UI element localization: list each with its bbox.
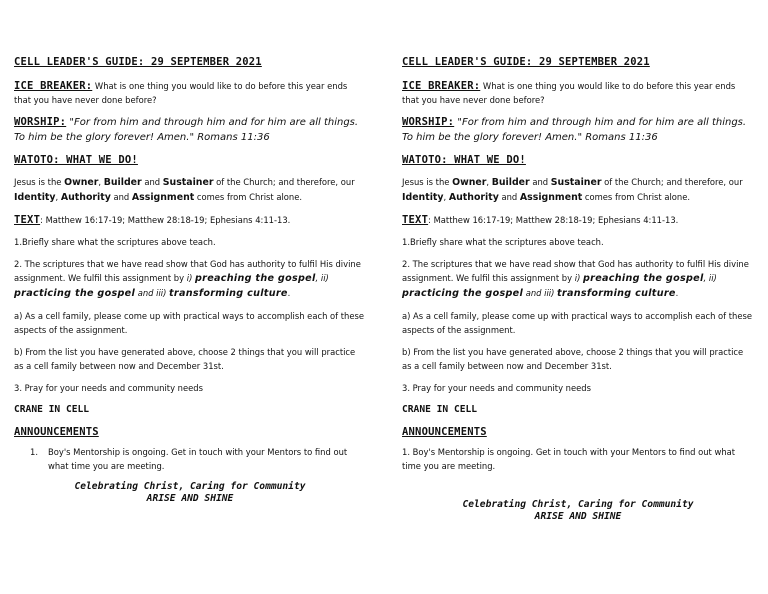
question-1: 1.Briefly share what the scriptures above teach. — [14, 237, 216, 247]
and: and — [110, 192, 132, 202]
announcement-number: 1. — [30, 447, 38, 457]
worship-label: WORSHIP: — [14, 116, 67, 128]
assignment-term: Assignment — [131, 192, 195, 203]
ice-breaker — [14, 79, 366, 107]
footer-tagline: Celebrating Christ, Caring for Community — [462, 499, 694, 510]
announcements-heading: ANNOUNCEMENTS — [402, 426, 487, 438]
watoto-text: comes from Christ alone. — [194, 192, 303, 202]
question-a: a) As a cell family, please come up with practical ways to accomplish each of these aspects of the assignment. — [14, 311, 365, 335]
footer — [402, 499, 754, 523]
authority-term: Authority — [60, 192, 111, 203]
guide-right — [402, 55, 754, 523]
guide-title: CELL LEADER'S GUIDE: 29 SEPTEMBER 2021 — [402, 56, 650, 68]
guide-left — [14, 55, 366, 505]
watoto-heading: WATOTO: WHAT WE DO! — [402, 154, 526, 166]
footer-motto: ARISE AND SHINE — [146, 493, 234, 504]
question-3: 3. Pray for your needs and community needs — [402, 383, 591, 393]
ice-breaker-label: ICE BREAKER: — [14, 80, 93, 92]
q2-i: i) — [186, 273, 196, 283]
sep: , — [486, 177, 492, 187]
sep: , — [443, 192, 449, 202]
list-item — [30, 445, 366, 473]
transforming-term: transforming culture — [557, 288, 676, 299]
q2-iii: and iii) — [135, 288, 170, 298]
ice-breaker — [402, 79, 754, 107]
text-references: : Matthew 16:17-19; Matthew 28:18-19; Ephesians 4:11-13. — [40, 215, 291, 225]
ice-breaker-text: What is one thing you would like to do before this year ends that you have never done before? — [402, 81, 736, 105]
watoto-paragraph — [402, 175, 754, 205]
sep: , — [98, 177, 104, 187]
question-2 — [402, 257, 754, 301]
text-label: TEXT — [14, 214, 41, 226]
crane-heading: CRANE IN CELL — [402, 404, 478, 415]
worship-label: WORSHIP: — [402, 116, 455, 128]
ice-breaker-text: What is one thing you would like to do before this year ends that you have never done before? — [14, 81, 348, 105]
worship — [14, 115, 366, 145]
identity-term: Identity — [402, 192, 444, 203]
worship-verse: "For from him and through him and for him are all things. To him be the glory forever! Amen." Romans 11:36 — [14, 117, 359, 143]
builder-term: Builder — [103, 177, 142, 188]
text-label: TEXT — [402, 214, 429, 226]
q2-ii: , ii) — [315, 273, 329, 283]
worship — [402, 115, 754, 145]
crane-heading: CRANE IN CELL — [14, 404, 90, 415]
worship-verse: "For from him and through him and for him are all things. To him be the glory forever! Amen." Romans 11:36 — [402, 117, 747, 143]
identity-term: Identity — [14, 192, 56, 203]
announcement-text: Boy's Mentorship is ongoing. Get in touch with your Mentors to find out what time you are meeting. — [48, 447, 348, 471]
and: and — [141, 177, 163, 187]
watoto-text: Jesus is the — [402, 177, 453, 187]
transforming-term: transforming culture — [169, 288, 288, 299]
preaching-term: preaching the gospel — [583, 273, 704, 284]
preaching-term: preaching the gospel — [195, 273, 316, 284]
question-3: 3. Pray for your needs and community needs — [14, 383, 203, 393]
watoto-text: Jesus is the — [14, 177, 65, 187]
practicing-term: practicing the gospel — [402, 288, 524, 299]
q2-end: . — [675, 288, 679, 298]
guide-title: CELL LEADER'S GUIDE: 29 SEPTEMBER 2021 — [14, 56, 262, 68]
text-refs — [402, 213, 754, 227]
sep: , — [55, 192, 61, 202]
announcement-text: 1. Boy's Mentorship is ongoing. Get in touch with your Mentors to find out what time you are meeting. — [402, 447, 736, 471]
watoto-text: comes from Christ alone. — [582, 192, 691, 202]
practicing-term: practicing the gospel — [14, 288, 136, 299]
question-b: b) From the list you have generated above, choose 2 things that you will practice as a cell family between now and December 31st. — [402, 347, 744, 371]
owner-term: Owner — [452, 177, 487, 188]
watoto-text: of the Church; and therefore, our — [601, 177, 743, 187]
q2-ii: , ii) — [703, 273, 717, 283]
sustainer-term: Sustainer — [162, 177, 214, 188]
question-1: 1.Briefly share what the scriptures above teach. — [402, 237, 604, 247]
watoto-heading: WATOTO: WHAT WE DO! — [14, 154, 138, 166]
q2-i: i) — [574, 273, 584, 283]
and: and — [529, 177, 551, 187]
builder-term: Builder — [491, 177, 530, 188]
announcements-heading: ANNOUNCEMENTS — [14, 426, 99, 438]
question-b: b) From the list you have generated above, choose 2 things that you will practice as a cell family between now and December 31st. — [14, 347, 356, 371]
announcement-list — [14, 445, 366, 473]
assignment-term: Assignment — [519, 192, 583, 203]
footer-motto: ARISE AND SHINE — [534, 511, 622, 522]
footer — [14, 481, 366, 505]
watoto-text: of the Church; and therefore, our — [213, 177, 355, 187]
sustainer-term: Sustainer — [550, 177, 602, 188]
question-a: a) As a cell family, please come up with practical ways to accomplish each of these aspects of the assignment. — [402, 311, 753, 335]
question-2 — [14, 257, 366, 301]
authority-term: Authority — [448, 192, 499, 203]
owner-term: Owner — [64, 177, 99, 188]
ice-breaker-label: ICE BREAKER: — [402, 80, 481, 92]
watoto-paragraph — [14, 175, 366, 205]
q2-iii: and iii) — [523, 288, 558, 298]
text-references: : Matthew 16:17-19; Matthew 28:18-19; Ephesians 4:11-13. — [428, 215, 679, 225]
and: and — [498, 192, 520, 202]
footer-tagline: Celebrating Christ, Caring for Community — [74, 481, 306, 492]
q2-text: 2. The scriptures that we have read show that God has authority to fulfil His divine assignment. We fulfil this assignment by — [402, 259, 749, 283]
text-refs — [14, 213, 366, 227]
q2-text: 2. The scriptures that we have read show that God has authority to fulfil His divine assignment. We fulfil this assignment by — [14, 259, 361, 283]
q2-end: . — [287, 288, 291, 298]
